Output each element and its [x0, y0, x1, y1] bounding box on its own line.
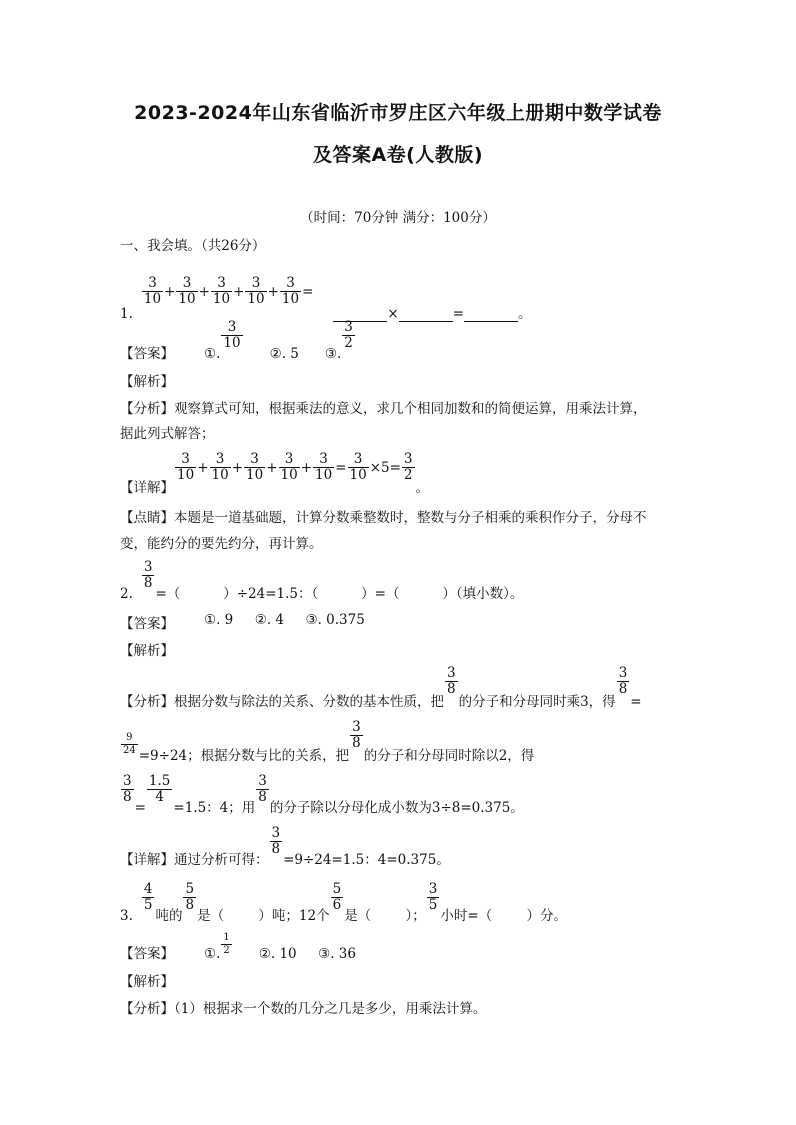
- fraction: $\frac{3}{2}$: [403, 450, 413, 484]
- fraction: $\frac{3}{10}$: [246, 450, 264, 484]
- analysis-text: $\frac{3}{8}$ = $\frac{1.5}{4}$ =1.5：4；用 $\frac{3}{8}$ 的分子除以分母化成小数为3÷8=0.375。: [123, 772, 524, 816]
- section-heading: 一、我会填。（共26分）: [120, 238, 266, 254]
- fraction: $\frac{3}{10}$: [349, 450, 367, 484]
- analysis-label: 【解析】: [120, 374, 174, 390]
- fraction: $\frac{3}{10}$: [280, 450, 298, 484]
- fraction: $\frac{3}{10}$: [247, 274, 265, 308]
- fraction: $\frac{3}{2}$: [344, 318, 353, 352]
- fraction: $\frac{3}{10}$: [211, 450, 229, 484]
- analysis-text: 据此列式解答；: [120, 426, 215, 442]
- question-number: 3.: [120, 908, 133, 924]
- answer-row: 【答案】 ①. 9 ②. 4 ③. 0.375: [120, 612, 365, 632]
- detail-row: 【详解】 $\frac{3}{10}$ + $\frac{3}{10}$ + $\frac{3}{10}$ + $\frac{3}{10}$ + $\frac{3}{10}$ = $\frac{3}{10}$ ×5= $\frac{3}{2}$ 。: [120, 450, 429, 496]
- comment-text: 【点睛】本题是一道基础题，计算分数乘整数时，整数与分子相乘的乘积作分子，分母不: [120, 510, 647, 526]
- question-3: 3. $\frac{4}{5}$ 吨的 $\frac{5}{8}$ 是（ ）吨；12个 $\frac{5}{6}$ 是（ ）； $\frac{3}{5}$ 小时=（ ）分。: [120, 880, 568, 924]
- question-1: 1. $\frac{3}{10}$ + $\frac{3}{10}$ + $\frac{3}{10}$ + $\frac{3}{10}$ + $\frac{3}{10}$ = × = 。: [120, 274, 532, 322]
- answer-label: 【答案】: [120, 346, 174, 362]
- analysis-text: $\frac{9}{24}$ =9÷24；根据分数与比的关系，把 $\frac{3}{8}$ 的分子和分母同时除以2，得: [123, 718, 535, 764]
- fraction: $\frac{3}{10}$: [223, 318, 241, 352]
- question-number: 1.: [120, 306, 133, 322]
- answer-blank: [399, 309, 453, 322]
- exam-info: （时间：70分钟 满分：100分）: [300, 210, 496, 226]
- question-number: 2.: [120, 586, 133, 602]
- answer-blank: [464, 309, 518, 322]
- fraction: $\frac{3}{10}$: [212, 274, 231, 308]
- answer-row: 【答案】 ①. $\frac{1}{2}$ ②. 10 ③. 36: [120, 932, 356, 962]
- question-2: 2. $\frac{3}{8}$ =（ ）÷24=1.5：（ ）=（ ）（填小数）。: [120, 558, 524, 602]
- fraction: $\frac{3}{10}$: [143, 274, 162, 308]
- analysis-label: 【解析】: [120, 643, 174, 659]
- fraction: $\frac{3}{10}$: [178, 274, 196, 308]
- comment-text: 变，能约分的要先约分，再计算。: [120, 536, 323, 552]
- detail-row: 【详解】 通过分析可得： $\frac{3}{8}$ =9÷24=1.5：4=0.375。: [120, 824, 450, 868]
- document-title-line1: 2023-2024年山东省临沂市罗庄区六年级上册期中数学试卷: [134, 102, 662, 124]
- analysis-text: 【分析】 根据分数与除法的关系、分数的基本性质，把 $\frac{3}{8}$ 的分子和分母同时乘3，得 $\frac{3}{8}$ =: [120, 664, 642, 710]
- fraction: $\frac{3}{10}$: [281, 274, 300, 308]
- analysis-text: 【分析】观察算式可知，根据乘法的意义，求几个相同加数和的简便运算，用乘法计算，: [120, 401, 647, 417]
- fraction: $\frac{3}{8}$: [143, 558, 153, 592]
- answer-row: 【答案】 ①. $\frac{3}{10}$ ②. 5 ③. $\frac{3}{2}$: [120, 318, 353, 362]
- analysis-label: 【解析】: [120, 974, 174, 990]
- analysis-text: 【分析】（1）根据求一个数的几分之几是多少，用乘法计算。: [120, 1001, 487, 1017]
- fraction: $\frac{3}{10}$: [315, 450, 333, 484]
- document-title-line2: 及答案A卷(人教版): [312, 144, 484, 166]
- fraction: $\frac{3}{10}$: [177, 450, 195, 484]
